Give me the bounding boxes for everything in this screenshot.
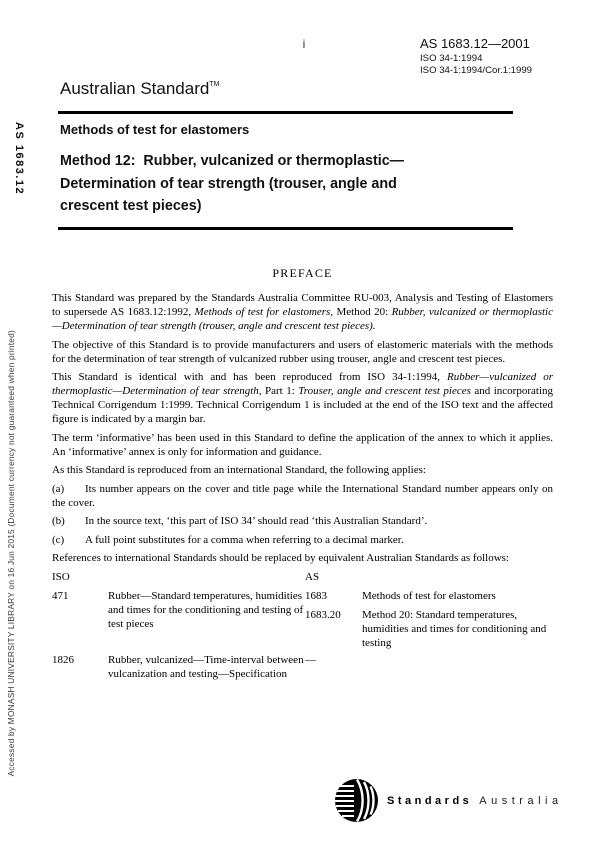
column-header-as: AS [305,570,320,583]
list-item-a-text: Its number appears on the cover and title page while the International Standard number appears only on the cover. [52,482,553,509]
method-title-line-1: Method 12: Rubber, vulcanized or thermoplastic— [60,153,404,169]
method-title-line-2: Determination of tear strength (trouser, angle and [60,175,397,192]
page-number: i [302,37,306,51]
list-item-a [52,482,553,510]
iso-number: 471 [52,589,69,602]
divider-top-rule [58,111,513,114]
divider-bottom-rule [58,227,513,230]
standards-australia-logo [334,778,563,823]
list-item-b-text: In the source text, ‘this part of ISO 34’ should read ‘this Australian Standard’. [85,515,428,527]
method-title-line-3: crescent test pieces) [60,198,202,214]
trademark-symbol: TM [209,81,220,89]
preface-paragraph-1: This Standard was prepared by the Standards Australia Committee RU-003, Analysis and Testing of Elastomers to supersede AS 1683.12:1992, Methods of test for elastomers, Method 20: Rubber, vulcanized or thermoplastic—Determination of tear strength (trouser, angle and crescent test pieces). [52,292,553,332]
list-item-b-label: (b) [52,515,65,527]
preface-paragraph-5: As this Standard is reproduced from an international Standard, the following applies: [52,464,426,476]
list-item-c [52,533,553,547]
preface-heading: PREFACE [272,266,333,280]
table-row [52,589,553,650]
iso-title: Rubber, vulcanized—Time-interval between vulcanization and testing—Specification [108,653,304,680]
list-item-c-text: A full point substitutes for a comma when referring to a decimal marker. [85,533,404,546]
references-intro: References to international Standards should be replaced by equivalent Australian Standards as follows: [52,552,509,564]
iso-title: Rubber—Standard temperatures, humidities and times for the conditioning and testing of test pieces [108,589,304,630]
as-number-dash: — [305,653,316,666]
logo-word-standards: Standards [387,794,473,807]
references-table [52,570,553,681]
as-number-1: 1683 [305,589,327,602]
globe-logo-icon [334,778,379,823]
references-table-header [52,570,553,584]
preface-paragraph-3: This Standard is identical with and has been reproduced from ISO 34-1:1994, Rubber—vulcanized or thermoplastic—Determination of tear strength, Part 1: Trouser, angle and crescent test pieces and incorporating Technical Corrigendum 1:1999. Technical Corrigendum 1 is included at the end of the ISO text and the affected figure is indicated by a margin bar. [52,371,553,425]
as-title-2: Method 20: Standard temperatures, humidities and times for conditioning and testing [362,608,547,649]
preface-paragraph-2: The objective of this Standard is to provide manufacturers and users of elastomeric materials with the methods for the determination of tear strength of vulcanized rubber using trouser, angle and crescent test pieces. [52,338,553,365]
sidebar-doc-code: AS 1683.12 [13,122,25,196]
method-title [60,150,404,218]
series-title: Methods of test for elastomers [60,122,250,137]
brand-name: Australian Standard [60,79,210,98]
as-title-1: Methods of test for elastomers [362,589,496,602]
sidebar-access-note: Accessed by MONASH UNIVERSITY LIBRARY on 16 Jun 2015 (Document currency not guaranteed when printed) [6,329,16,776]
table-row [52,653,553,681]
logo-word-australia: Australia [479,794,563,807]
as-number-2: 1683.20 [305,608,341,621]
list-item-a-label: (a) [52,482,65,495]
list-item-b [52,514,553,528]
preface-paragraph-4: The term ‘informative’ has been used in this Standard to define the application of the annex to which it applies. An ‘informative’ annex is only for information and guidance. [52,431,553,458]
column-header-iso: ISO [52,570,70,583]
header-designations [420,36,532,76]
standard-number: AS 1683.12—2001 [420,36,530,51]
as-numbers [305,589,362,650]
as-titles [362,589,552,650]
logo-wordmark [387,795,563,807]
list-item-c-label: (c) [52,533,65,546]
iso-reference-2: ISO 34-1:1994/Cor.1:1999 [420,64,533,76]
brand-title [60,79,219,99]
iso-number: 1826 [52,653,74,666]
iso-reference-1: ISO 34-1:1994 [420,53,483,64]
preface-section [52,266,553,681]
